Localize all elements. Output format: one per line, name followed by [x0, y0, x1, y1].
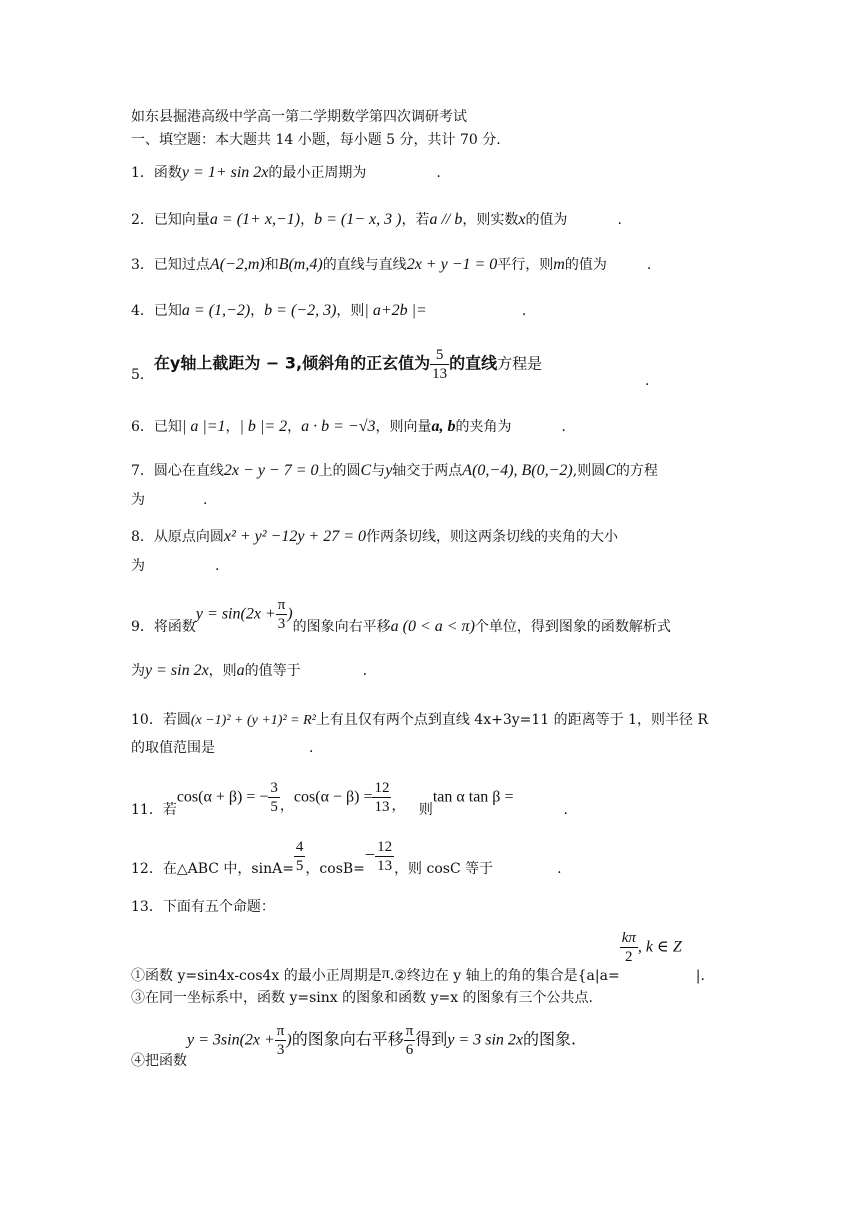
q9-var: a	[236, 662, 245, 679]
q9-shift: a (0 < a < π)	[390, 617, 475, 635]
p4-result: y = 3 sin 2x	[447, 1031, 523, 1049]
q3-line: 2x + y −1 = 0	[406, 256, 498, 273]
q1-formula: y = 1+ sin 2x	[181, 164, 269, 181]
q1-text-2: 的最小正周期为	[268, 165, 367, 181]
q2-formula-a: a = (1+ x,−1)	[209, 211, 301, 228]
q1-text: 1．函数	[131, 165, 182, 181]
q10-text-2: 上有且仅有两个点到直线 4x+3y=11 的距离等于 1，则半径 R	[315, 712, 708, 728]
question-7	[131, 462, 658, 480]
q10-text: 10．若圆	[131, 712, 191, 728]
p4-frac1-den: 3	[276, 1042, 285, 1058]
q6-end: .	[561, 419, 566, 435]
q8-end: .	[215, 558, 220, 574]
q5-tail: 方程是	[497, 354, 543, 373]
q8-wrap: 为	[131, 558, 145, 574]
q6-dot: a · b = −√3	[301, 418, 376, 435]
q2-formula-b: b = (1− x, 3 )	[314, 211, 402, 228]
q5-frac-den: 13	[432, 366, 448, 382]
q9-fraction	[276, 596, 288, 633]
question-5	[131, 346, 542, 383]
question-9	[131, 596, 671, 633]
p4-fraction-2	[404, 1022, 416, 1059]
q2-var: x	[518, 211, 526, 228]
q6-text-3: 的夹角为	[455, 419, 512, 435]
q3-point-b: B(m,4)	[278, 256, 323, 273]
question-6	[131, 418, 566, 436]
p4-fraction-1	[275, 1022, 287, 1059]
q6-mag-a: | a |=1	[181, 418, 226, 435]
q12-fraction-2	[375, 838, 394, 875]
q8-text: 8．从原点向圆	[131, 529, 224, 545]
q2-text-2: ，则实数	[462, 212, 519, 228]
q5-end: .	[645, 373, 650, 389]
q7-text-6: 的方程	[615, 463, 658, 479]
p2-condition: , k ∈ Z	[637, 938, 682, 956]
q9-end: .	[362, 663, 368, 679]
q1-end: .	[436, 165, 441, 181]
p4-frac2-den: 6	[405, 1042, 414, 1058]
q4-formula: | a+2b |=	[364, 302, 427, 319]
q4-vector-b: b = (−2, 3)	[264, 302, 337, 319]
p4-frac1-num: π	[276, 1023, 285, 1039]
p2-frac-den: 2	[625, 949, 633, 965]
q8-circle: x² + y² −12y + 27 = 0	[223, 528, 367, 545]
q12-text: 12．在△ABC 中，sinA=	[131, 860, 294, 877]
q7-points: A(0,−4), B(0,−2)	[462, 462, 573, 479]
q7-text: 7．圆心在直线	[131, 463, 224, 479]
q5-number: 5．	[131, 366, 154, 383]
q10-wrap: 的取值范围是	[131, 740, 215, 756]
section-heading: 一、填空题：本大题共 14 小题，每小题 5 分，共计 70 分.	[131, 132, 501, 148]
p4-paren: )	[286, 1031, 292, 1049]
question-10-line-2	[131, 739, 313, 757]
q7-axis: y	[385, 462, 393, 479]
q11-frac2-den: 13	[374, 799, 390, 815]
q12-end: .	[557, 860, 562, 877]
q12-frac1-den: 5	[295, 858, 304, 874]
q11-frac2-num: 12	[374, 780, 390, 796]
q7-text-4: 轴交于两点	[392, 463, 463, 479]
q12-minus: −	[364, 844, 376, 865]
q12-fraction-1	[294, 838, 306, 875]
q9-frac-den: 3	[277, 616, 286, 632]
question-3	[131, 256, 651, 274]
question-2	[131, 211, 622, 229]
q5-bold-text-2: 的直线	[449, 353, 498, 373]
q7-end: .	[203, 492, 208, 508]
q10-end: .	[309, 740, 314, 756]
q3-text-4: 平行，则	[497, 257, 554, 273]
q4-vector-a: a = (1,−2)	[181, 302, 251, 319]
exam-title: 如东县掘港高级中学高一第二学期数学第四次调研考试	[131, 109, 467, 125]
q3-end: .	[646, 257, 652, 273]
p4-text-2: 的图象向右平移	[291, 1029, 404, 1049]
q2-end: .	[617, 212, 622, 228]
q7-circle: C	[360, 462, 372, 479]
proposition-4	[131, 1022, 577, 1069]
q10-circle: (x −1)² + (y +1)² = R²	[190, 713, 316, 728]
proposition-1-2	[131, 929, 705, 984]
q3-var: m	[553, 256, 565, 273]
question-8-line-2	[131, 557, 219, 575]
q7-text-3: 与	[371, 463, 386, 479]
q9-function: y = sin(2x +	[195, 605, 276, 623]
p2-fraction	[620, 929, 638, 966]
p4-text: ④把函数	[131, 1052, 187, 1069]
q11-cos-diff: cos(α − β) =	[293, 788, 373, 806]
q12-frac2-den: 13	[377, 858, 393, 874]
q2-formula-parallel: a // b	[429, 211, 463, 228]
q4-sep-2: ，则	[336, 303, 365, 319]
p4-end: 的图象.	[522, 1029, 577, 1049]
p4-text-3: 得到	[415, 1029, 448, 1049]
q3-text: 3．已知过点	[131, 257, 210, 273]
q11-fraction-2	[372, 779, 391, 816]
q7-text-5: ,则圆	[572, 463, 606, 479]
proposition-3: ③在同一坐标系中，函数 y=sinx 的图象和函数 y=x 的图象有三个公共点.	[131, 990, 593, 1006]
q6-text-2: ，则向量	[375, 419, 432, 435]
question-10	[131, 711, 708, 730]
q4-sep: ，	[250, 303, 265, 319]
q6-vectors: a, b	[431, 418, 456, 435]
q11-text-2: 则	[418, 801, 433, 818]
p1-text: ①函数 y=sin4x-cos4x 的最小正周期是	[131, 967, 382, 984]
q3-text-5: 的值为	[564, 257, 607, 273]
p4-function: y = 3sin(2x +	[187, 1031, 275, 1049]
q7-wrap: 为	[131, 492, 145, 508]
question-9-line-2	[131, 662, 367, 680]
q6-sep-2: ，	[287, 419, 302, 435]
q3-point-a: A(−2,m)	[209, 256, 265, 273]
question-8	[131, 528, 618, 546]
q11-end: .	[563, 801, 568, 818]
q9-text-3: 个单位，得到图象的函数解析式	[474, 618, 671, 635]
q11-frac1-num: 3	[270, 780, 278, 796]
q11-text: 11．若	[131, 801, 177, 818]
q5-fraction	[430, 346, 449, 383]
question-7-line-2	[131, 491, 207, 509]
q9-text-4: ，则	[208, 663, 237, 679]
q12-text-2: ，cosB=	[305, 860, 365, 877]
q7-circle-2: C	[605, 462, 616, 479]
q11-sep: ，	[279, 797, 294, 814]
p4-frac2-num: π	[405, 1023, 414, 1039]
q5-bold-text: 在y轴上截距为 − 3,倾斜角的正玄值为	[153, 353, 431, 373]
q6-sep: ，	[225, 419, 240, 435]
p1-pi: π	[381, 964, 390, 982]
q2-sep-2: ，若	[401, 212, 430, 228]
q9-frac-num: π	[277, 597, 286, 613]
q6-mag-b: | b |= 2	[239, 418, 288, 435]
q9-text-5: 的值等于	[244, 663, 301, 679]
q11-tan: tan α tan β =	[432, 788, 514, 806]
question-12	[131, 838, 562, 875]
q12-text-3: ，则 cosC 等于	[394, 860, 494, 877]
q9-text-2: 的图象向右平移	[292, 618, 391, 635]
q12-frac2-num: 12	[377, 839, 393, 855]
question-1	[131, 164, 441, 182]
q7-text-2: 上的圆	[318, 463, 361, 479]
q7-line: 2x − y − 7 = 0	[223, 462, 319, 479]
q2-text-3: 的值为	[525, 212, 568, 228]
q11-fraction-1	[268, 779, 280, 816]
q2-sep: ，	[300, 212, 315, 228]
q9-paren: )	[287, 605, 293, 623]
q11-frac1-den: 5	[270, 799, 278, 815]
q4-end: .	[521, 303, 527, 319]
q12-frac1-num: 4	[295, 839, 304, 855]
question-13: 13．下面有五个命题：	[131, 899, 275, 915]
q4-text: 4．已知	[131, 303, 182, 319]
q9-wrap: 为	[131, 663, 145, 679]
question-4	[131, 302, 526, 320]
p2-end: |.	[695, 967, 705, 984]
q11-sep-2: ，	[391, 797, 406, 814]
p2-text: .②终边在 y 轴上的角的集合是{a|a=	[389, 967, 620, 984]
q5-frac-num: 5	[430, 346, 449, 365]
p2-frac-num: kπ	[621, 930, 636, 946]
q6-text: 6．已知	[131, 419, 182, 435]
q8-text-2: 作两条切线，则这两条切线的夹角的大小	[366, 529, 619, 545]
q9-text: 9．将函数	[131, 618, 196, 635]
question-11	[131, 779, 568, 816]
q2-text: 2．已知向量	[131, 212, 210, 228]
q3-text-2: 和	[264, 257, 279, 273]
q9-result: y = sin 2x	[145, 662, 209, 679]
q11-cos-sum: cos(α + β) = −	[176, 788, 269, 806]
q3-text-3: 的直线与直线	[322, 257, 407, 273]
